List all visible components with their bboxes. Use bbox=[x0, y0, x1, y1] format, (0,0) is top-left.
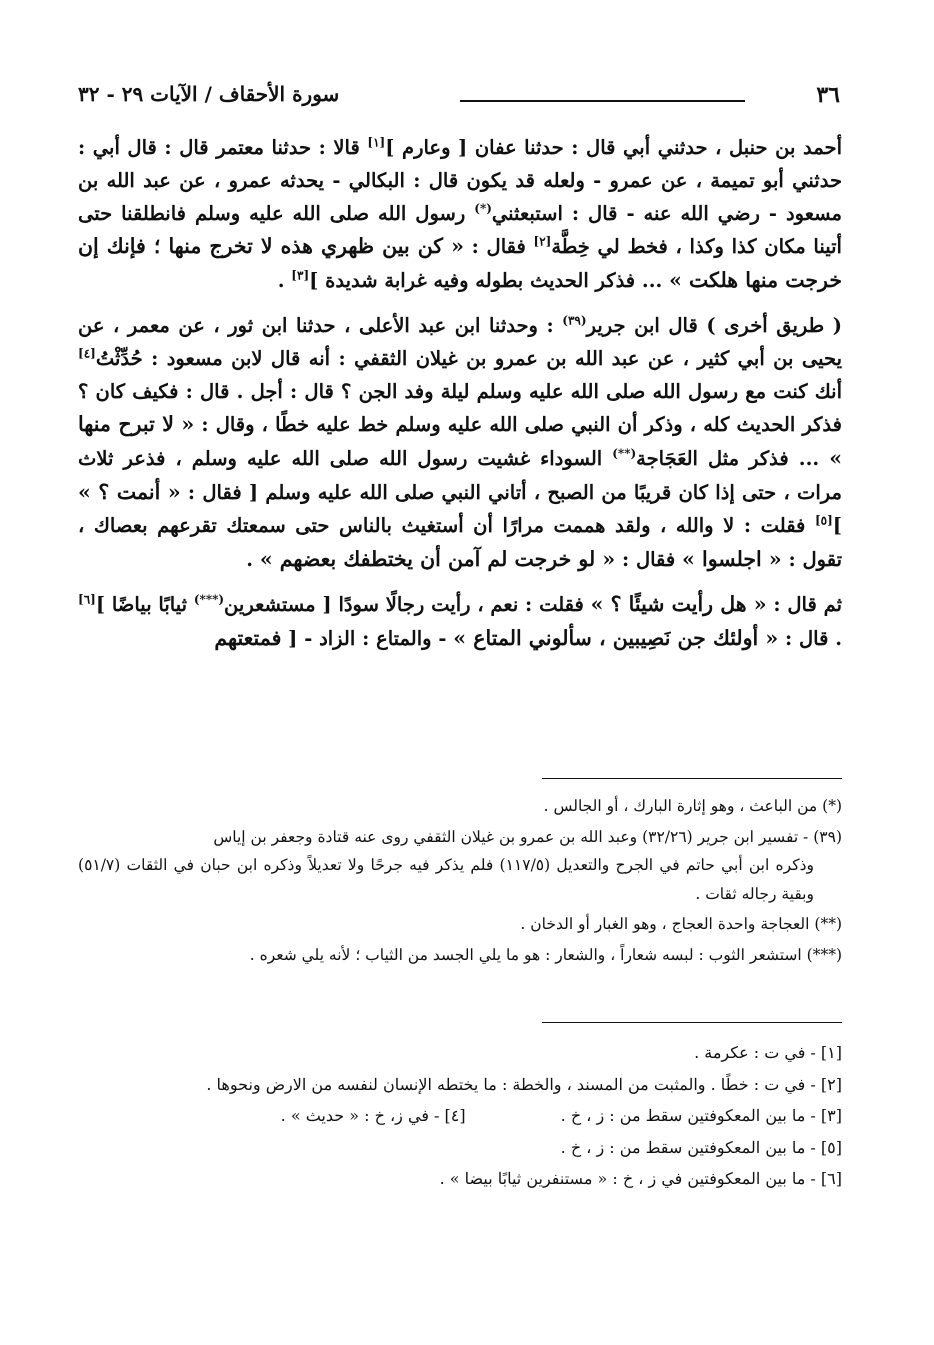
note-ref: [٥] bbox=[814, 513, 833, 528]
page-header bbox=[78, 82, 840, 118]
variant-note: [٢] - في ت : خطًا . والمثبت من المسند ، والخطة : ما يختطه الإنسان لنفسه من الارض ونحوها . bbox=[206, 1074, 842, 1094]
variant-note: [٦] - ما بين المعكوفتين في ز ، خ : « مستنفرين ثيابًا بيضا » . bbox=[439, 1169, 842, 1188]
hadith-quote: « أولئك جن نَصِيبين ، سألوني المتاع » bbox=[453, 626, 779, 651]
hadith-quote: « هل رأيت شيئًا ؟ » bbox=[590, 592, 767, 617]
paragraph-3: ثم قال : « هل رأيت شيئًا ؟ » فقلت : نعم ، رأيت رجالًا سودًا [ مستشعرين(***) ثيابًا بياضًا ][٦] . قال : « أولئك جن نَصِيبين ، سألوني المتاع » - والمتاع : الزاد - [ فمتعتهم bbox=[78, 592, 842, 651]
note-ref: [٣] bbox=[291, 268, 310, 283]
note-ref: [١] bbox=[367, 135, 386, 150]
variants-separator bbox=[542, 1022, 842, 1023]
note-ref: [٢] bbox=[533, 234, 552, 249]
main-text bbox=[78, 132, 842, 668]
note-ref: [٤] bbox=[78, 346, 96, 361]
footnote: (***) استشعر الثوب : لبسه شعاراً ، والشعار : هو ما يلي الجسد من الثياب ؛ لأنه يلي شعره . bbox=[249, 945, 842, 964]
manuscript-variants bbox=[78, 1037, 842, 1195]
footnotes bbox=[78, 792, 842, 971]
note-ref: (٣٩) bbox=[562, 313, 587, 328]
hadith-quote: « اجلسوا » bbox=[682, 546, 782, 571]
note-ref: (***) bbox=[193, 592, 225, 607]
footnote-separator bbox=[542, 778, 842, 779]
variant-note: [٥] - ما بين المعكوفتين سقط من : ز ، خ . bbox=[560, 1137, 842, 1157]
running-title: سورة الأحقاف / الآيات ٢٩ - ٣٢ bbox=[78, 82, 340, 106]
hadith-quote: « لا تبرح منها » bbox=[78, 412, 842, 471]
paragraph-1: أحمد بن حنبل ، حدثني أبي قال : حدثنا عفان [ وعارم ][١] قالا : حدثنا معتمر قال : قال أبي : حدثني أبو تميمة ، عن عمرو - ولعله قد يكون قال : البكالي - يحدثه عمرو ، عن عبد الله بن مسعود - رضي الله عنه - قال : استبعثني(*) رسول الله صلى الله عليه وسلم فانطلقنا حتى أتينا مكان كذا وكذا ، فخط لي خِطَّة[٢] فقال : « كن بين ظهري هذه لا تخرج منها ؛ فإنك إن خرجت منها هلكت » ... فذكر الحديث بطوله وفيه غرابة شديدة ][٣] . bbox=[78, 135, 842, 293]
hadith-quote: « أنمت ؟ » bbox=[78, 479, 181, 504]
hadith-quote: « كن بين ظهري هذه لا تخرج منها ؛ فإنك إن خرجت منها هلكت » bbox=[78, 234, 842, 293]
footnote: (**) العجاجة واحدة العجاج ، وهو الغبار أو الدخان . bbox=[520, 915, 842, 933]
hadith-quote: فمتعتهم bbox=[214, 626, 282, 651]
footnote: (٣٩) - تفسير ابن جرير (٣٢/٢٦) وعبد الله بن عمرو بن غيلان الثقفي روى عنه قتادة وجعفر بن إياس وذكره ابن أبي حاتم في الجرح والتعديل (١١٧/٥) فلم يذكر فيه جرحًا ولا تعديلاً وذكره ابن حبان في الثقات (٥١/٧) وبقية رجاله ثقات . bbox=[78, 827, 842, 903]
paragraph-2: ( طريق أخرى ) قال ابن جرير$^{(٣٩)}$ : وحدثنا ابن عبد الأعلى ، حدثنا ابن ثور ، عن معمر ، عن يحيى بن أبي كثير ، عن عبد الله بن عمرو بن غيلان الثقفي : أنه قال لابن مسعود : حُدِّثْتُ[٤] أنك كنت مع رسول الله صلى الله عليه وسلم ليلة وفد الجن ؟ قال : أجل . قال : فكيف كان ؟ فذكر الحديث كله ، وذكر أن النبي صلى الله عليه وسلم خط عليه خطًا ، وقال : « لا تبرح منها » ... فذكر مثل العَجَاجة(**) السوداء غشيت رسول الله صلى الله عليه وسلم ، فذعر ثلاث مرات ، حتى إذا كان قريبًا من الصبح ، أتاني النبي صلى الله عليه وسلم [ فقال : « أنمت ؟ » ][٥] فقلت : لا والله ، ولقد هممت مرارًا أن أستغيث بالناس حتى سمعتك تقرعهم بعصاك ، تقول : « اجلسوا » فقال : « لو خرجت لم آمن أن يختطفك بعضهم » . bbox=[78, 313, 842, 571]
footnote: (*) من الباعث ، وهو إثارة البارك ، أو الجالس . bbox=[543, 797, 842, 815]
variant-note: [١] - في ت : عكرمة . bbox=[694, 1043, 842, 1062]
note-ref: [٦] bbox=[78, 592, 96, 607]
variant-note: [٣] - ما بين المعكوفتين سقط من : ز ، خ .[٤] - في ز، خ : « حديث » . bbox=[78, 1100, 842, 1132]
hadith-quote: « لو خرجت لم آمن أن يختطفك بعضهم » bbox=[259, 546, 616, 571]
note-ref: (**) bbox=[612, 446, 637, 461]
page-number: ٣٦ bbox=[816, 82, 840, 108]
variant-note-inline: [٤] - في ز، خ : « حديث » . bbox=[280, 1106, 466, 1125]
header-rule bbox=[460, 100, 745, 102]
note-ref: (*) bbox=[474, 201, 492, 216]
